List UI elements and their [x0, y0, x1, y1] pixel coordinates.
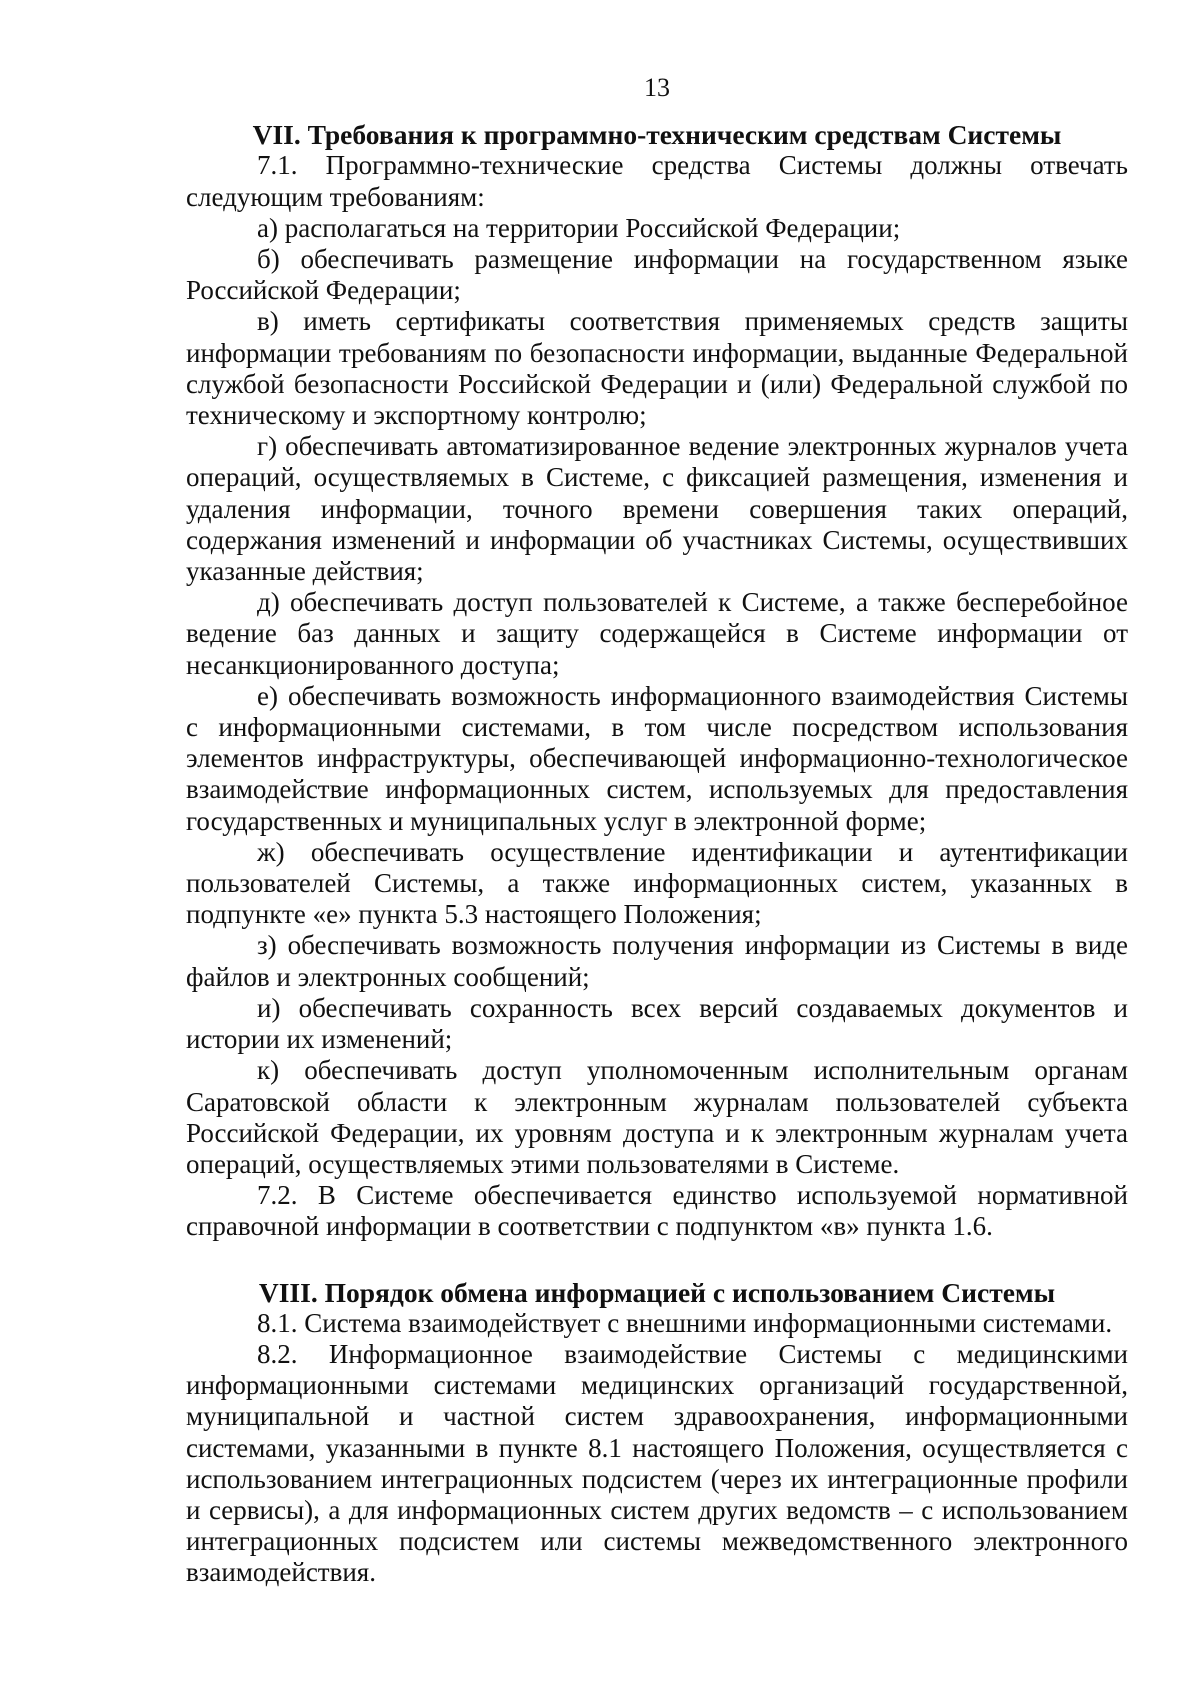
paragraph-8-1: 8.1. Система взаимодействует с внешними информационными системами. — [257, 1307, 1113, 1338]
subitem-i: и) обеспечивать сохранность всех версий создаваемых документов и истории их изменений; — [186, 992, 1128, 1055]
page-number: 13 — [644, 73, 670, 102]
subitem-zh: ж) обеспечивать осуществление идентификации и аутентификации пользователей Системы, а также информационных систем, указанных в подпункте «е» пункта 5.3 настоящего Положения; — [186, 836, 1128, 930]
subitem-a: а) располагаться на территории Российской Федерации; — [257, 212, 901, 243]
subitem-z: з) обеспечивать возможность получения информации из Системы в виде файлов и электронных сообщений; — [186, 930, 1128, 992]
document-page — [186, 72, 1128, 1589]
subitem-e: е) обеспечивать возможность информационного взаимодействия Системы с информационными системами, в том числе посредством использования элементов инфраструктуры, обеспечивающей информационно-технологическое взаимодействие информационных систем, используемых для предоставления государственных и муниципальных услуг в электронной форме; — [186, 680, 1128, 836]
subitem-g: г) обеспечивать автоматизированное ведение электронных журналов учета операций, осуществляемых в Системе, с фиксацией размещения, изменения и удаления информации, точного времени совершения таких операций, содержания изменений и информации об участниках Системы, осуществивших указанные действия; — [186, 431, 1128, 587]
subitem-b: б) обеспечивать размещение информации на государственном языке Российской Федерации; — [186, 244, 1128, 306]
subitem-d: д) обеспечивать доступ пользователей к Системе, а также бесперебойное ведение баз данных и защиту содержащейся в Системе информации от несанкционированного доступа; — [186, 587, 1128, 680]
section-8-title: VIII. Порядок обмена информацией с использованием Системы — [258, 1276, 1056, 1308]
subitem-v: в) иметь сертификаты соответствия применяемых средств защиты информации требованиям по безопасности информации, выданные Федеральной службой безопасности Российской Федерации и (или) Федеральной службой по техническому и экспортному контролю; — [186, 306, 1128, 431]
section-7-title: VII. Требования к программно-техническим средствам Системы — [252, 119, 1062, 151]
paragraph-7-2: 7.2. В Системе обеспечивается единство используемой нормативной справочной информации в соответствии с подпунктом «в» пункта 1.6. — [186, 1180, 1128, 1242]
paragraph-7-1: 7.1. Программно-технические средства Системы должны отвечать следующим требованиям: — [186, 150, 1128, 212]
subitem-k: к) обеспечивать доступ уполномоченным исполнительным органам Саратовской области к электронным журналам пользователей субъекта Российской Федерации, их уровням доступа и к электронным журналам учета операций, осуществляемых этими пользователями в Системе. — [186, 1055, 1128, 1179]
paragraph-8-2: 8.2. Информационное взаимодействие Системы с медицинскими информационными системами медицинских организаций государственной, муниципальной и частной систем здравоохранения, информационными системами, указанными в пункте 8.1 настоящего Положения, осуществляется с использованием интеграционных подсистем (через их интеграционные профили и сервисы), а для информационных систем других ведомств – с использованием интеграционных подсистем или системы межведомственного электронного взаимодействия. — [186, 1338, 1128, 1588]
